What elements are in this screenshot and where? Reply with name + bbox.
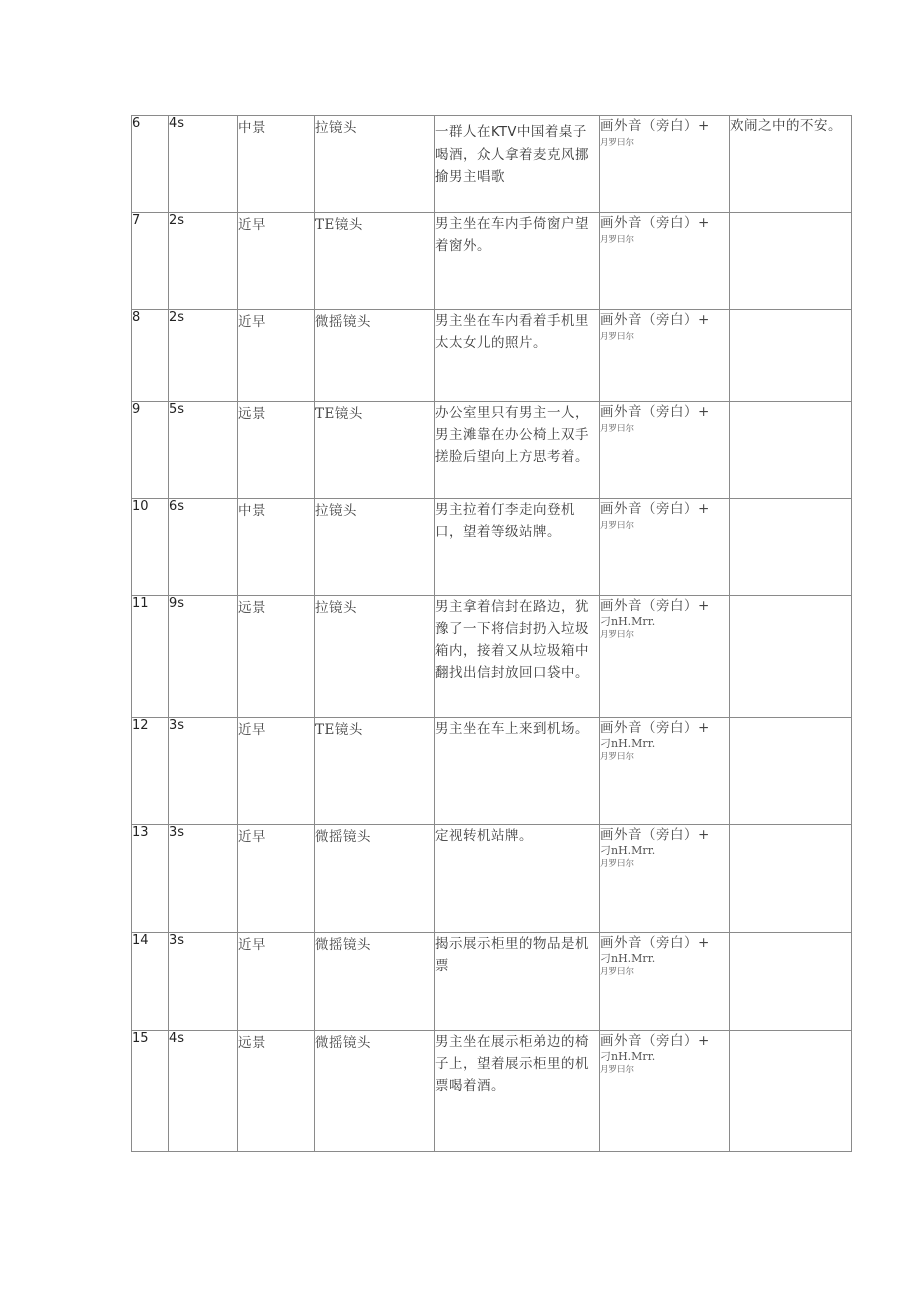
shot-number: 7 bbox=[132, 213, 169, 310]
table-row bbox=[132, 213, 852, 310]
shot-size: 远景 bbox=[238, 402, 315, 499]
shot-content: 办公室里只有男主一人，男主滩靠在办公椅上双手搓脸后望向上方思考着。 bbox=[435, 402, 600, 499]
shot-number: 9 bbox=[132, 402, 169, 499]
camera-movement: TE镜头 bbox=[315, 718, 435, 825]
shot-duration: 9s bbox=[169, 596, 238, 718]
shot-notes: 欢闹之中的不安。 bbox=[730, 116, 852, 213]
shot-duration: 5s bbox=[169, 402, 238, 499]
shot-content: 男主坐在车上来到机场。 bbox=[435, 718, 600, 825]
sound-text: 画外音（旁白）+ bbox=[600, 720, 710, 736]
content-text: 一群人在 bbox=[435, 124, 491, 140]
sound-text: 画外音（旁白）+ bbox=[600, 598, 710, 614]
sound-cell bbox=[600, 402, 730, 499]
shot-size: 近早 bbox=[238, 213, 315, 310]
shot-number: 11 bbox=[132, 596, 169, 718]
sound-cell bbox=[600, 213, 730, 310]
sound-cell bbox=[600, 310, 730, 402]
sound-subtext: 月罗曰尔 bbox=[600, 332, 635, 342]
shot-size: 近早 bbox=[238, 933, 315, 1031]
table-row bbox=[132, 933, 852, 1031]
shot-notes bbox=[730, 213, 852, 310]
table-row bbox=[132, 499, 852, 596]
shot-number: 15 bbox=[132, 1031, 169, 1152]
sound-note: 刁nH.Mrr. bbox=[600, 952, 656, 965]
sound-subtext: 月罗曰尔 bbox=[600, 967, 635, 977]
shot-duration: 6s bbox=[169, 499, 238, 596]
content-text: 中国着桌子喝酒，众人拿着麦克风挪揄男主唱歌 bbox=[435, 124, 589, 185]
sound-note: 刁nH.Mrr. bbox=[600, 615, 656, 628]
table-row bbox=[132, 1031, 852, 1152]
camera-movement: 微摇镜头 bbox=[315, 933, 435, 1031]
shot-duration: 2s bbox=[169, 310, 238, 402]
shot-content: 揭示展示柜里的物品是机票 bbox=[435, 933, 600, 1031]
shot-number: 13 bbox=[132, 825, 169, 933]
shot-number: 14 bbox=[132, 933, 169, 1031]
sound-note: 刁nH.Mrr. bbox=[600, 844, 656, 857]
sound-cell bbox=[600, 825, 730, 933]
sound-subtext: 月罗曰尔 bbox=[600, 521, 635, 531]
shot-duration: 4s bbox=[169, 116, 238, 213]
camera-movement: TE镜头 bbox=[315, 402, 435, 499]
sound-subtext: 月罗曰尔 bbox=[600, 630, 635, 640]
shot-size: 近早 bbox=[238, 718, 315, 825]
sound-text: 画外音（旁白）+ bbox=[600, 312, 710, 328]
sound-text: 画外音（旁白）+ bbox=[600, 827, 710, 843]
shot-size: 近早 bbox=[238, 825, 315, 933]
shot-duration: 4s bbox=[169, 1031, 238, 1152]
shot-notes bbox=[730, 402, 852, 499]
shot-duration: 3s bbox=[169, 718, 238, 825]
table-row bbox=[132, 116, 852, 213]
sound-text: 画外音（旁白）+ bbox=[600, 1033, 710, 1049]
camera-movement: 拉镜头 bbox=[315, 116, 435, 213]
shot-content: 定视转机站牌。 bbox=[435, 825, 600, 933]
shot-size: 远景 bbox=[238, 1031, 315, 1152]
sound-text: 画外音（旁白）+ bbox=[600, 215, 710, 231]
content-latin: KTV bbox=[491, 125, 517, 140]
sound-subtext: 月罗曰尔 bbox=[600, 859, 635, 869]
sound-text: 画外音（旁白）+ bbox=[600, 501, 710, 517]
shot-content: 男主坐在车内手倚窗户望着窗外。 bbox=[435, 213, 600, 310]
shot-notes bbox=[730, 499, 852, 596]
table-row bbox=[132, 825, 852, 933]
sound-subtext: 月罗曰尔 bbox=[600, 138, 635, 148]
shot-duration: 3s bbox=[169, 825, 238, 933]
sound-note: 刁nH.Mrr. bbox=[600, 737, 656, 750]
shot-number: 6 bbox=[132, 116, 169, 213]
sound-note: 刁nH.Mrr. bbox=[600, 1050, 656, 1063]
sound-subtext: 月罗曰尔 bbox=[600, 235, 635, 245]
sound-text: 画外音（旁白）+ bbox=[600, 118, 710, 134]
sound-subtext: 月罗曰尔 bbox=[600, 752, 635, 762]
shot-notes bbox=[730, 310, 852, 402]
shot-content bbox=[435, 116, 600, 213]
shot-notes bbox=[730, 718, 852, 825]
sound-subtext: 月罗曰尔 bbox=[600, 1065, 635, 1075]
table-row bbox=[132, 402, 852, 499]
shot-content: 男主拿着信封在路边，犹豫了一下将信封扔入垃圾箱内，接着又从垃圾箱中翻找出信封放回口袋中。 bbox=[435, 596, 600, 718]
shot-duration: 3s bbox=[169, 933, 238, 1031]
camera-movement: 微摇镜头 bbox=[315, 825, 435, 933]
shot-content: 男主坐在展示柜弟边的椅子上，望着展示柜里的机票喝着酒。 bbox=[435, 1031, 600, 1152]
sound-subtext: 月罗曰尔 bbox=[600, 424, 635, 434]
camera-movement: 微摇镜头 bbox=[315, 1031, 435, 1152]
shot-size: 中景 bbox=[238, 499, 315, 596]
shot-number: 12 bbox=[132, 718, 169, 825]
camera-movement: 拉镜头 bbox=[315, 596, 435, 718]
table-row bbox=[132, 596, 852, 718]
sound-cell bbox=[600, 596, 730, 718]
shot-notes bbox=[730, 933, 852, 1031]
sound-cell bbox=[600, 499, 730, 596]
shot-duration: 2s bbox=[169, 213, 238, 310]
shot-number: 10 bbox=[132, 499, 169, 596]
sound-cell bbox=[600, 933, 730, 1031]
shot-notes bbox=[730, 1031, 852, 1152]
shot-notes bbox=[730, 825, 852, 933]
shot-size: 远景 bbox=[238, 596, 315, 718]
shot-size: 近早 bbox=[238, 310, 315, 402]
table-row bbox=[132, 310, 852, 402]
shot-content: 男主拉着仃李走向登机口，望着等级站牌。 bbox=[435, 499, 600, 596]
shot-number: 8 bbox=[132, 310, 169, 402]
shot-notes bbox=[730, 596, 852, 718]
sound-cell bbox=[600, 1031, 730, 1152]
storyboard-table bbox=[131, 115, 852, 1152]
table-row bbox=[132, 718, 852, 825]
sound-text: 画外音（旁白）+ bbox=[600, 935, 710, 951]
camera-movement: 拉镜头 bbox=[315, 499, 435, 596]
camera-movement: 微摇镜头 bbox=[315, 310, 435, 402]
camera-movement: TE镜头 bbox=[315, 213, 435, 310]
sound-cell bbox=[600, 116, 730, 213]
shot-size: 中景 bbox=[238, 116, 315, 213]
sound-text: 画外音（旁白）+ bbox=[600, 404, 710, 420]
sound-cell bbox=[600, 718, 730, 825]
shot-content: 男主坐在车内看着手机里太太女儿的照片。 bbox=[435, 310, 600, 402]
